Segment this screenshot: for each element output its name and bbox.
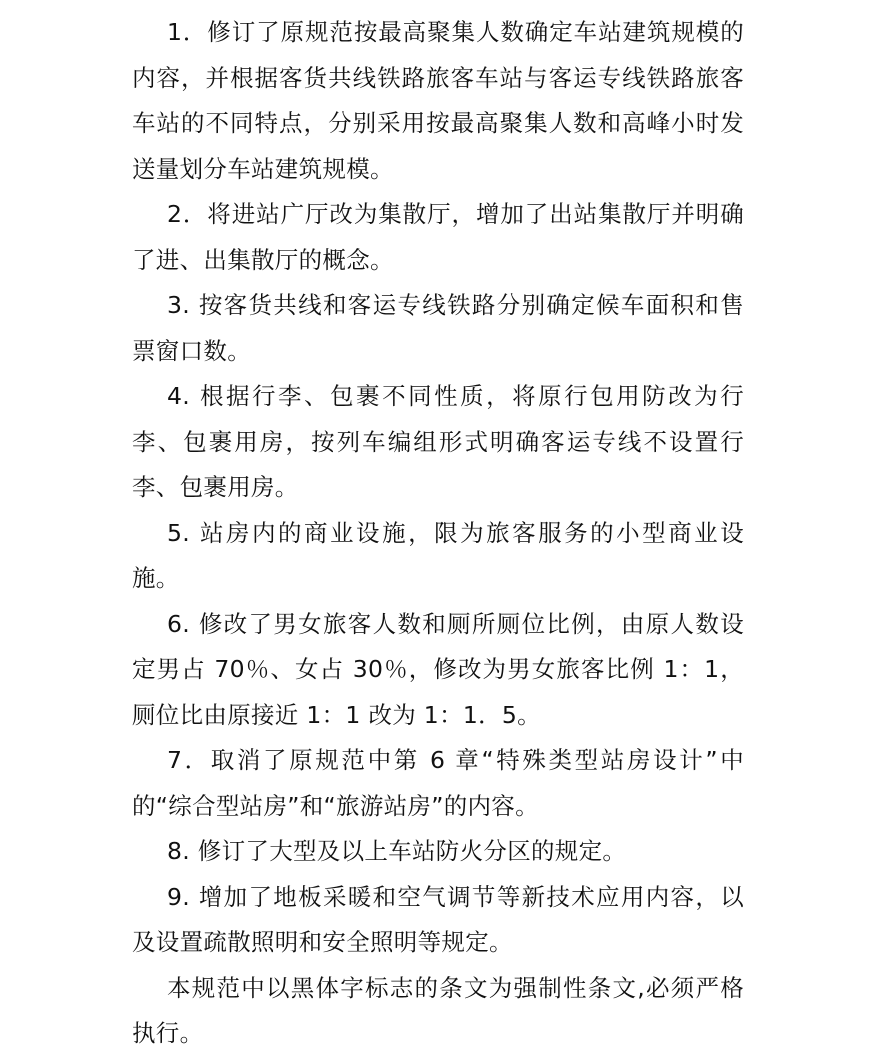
paragraph-item-4: 4. 根据行李、包裹不同性质，将原行包用防改为行李、包裹用房，按列车编组形式明确客运专线不设置行李、包裹用房。 (132, 382, 744, 501)
paragraph-item-1: 1．修订了原规范按最高聚集人数确定车站建筑规模的内容，并根据客货共线铁路旅客车站与客运专线铁路旅客车站的不同特点，分别采用按最高聚集人数和高峰小时发送量划分车站建筑规模。 (132, 18, 744, 183)
document-body (132, 10, 744, 1057)
paragraph-item-9: 9. 增加了地板采暖和空气调节等新技术应用内容，以及设置疏散照明和安全照明等规定。 (132, 882, 744, 956)
mandatory-clause-note: 本规范中以黑体字标志的条文为强制性条文,必须严格执行。 (132, 973, 744, 1047)
paragraph-item-6: 6. 修改了男女旅客人数和厕所厕位比例，由原人数设定男占 70％、女占 30％，修改为男女旅客比例 1：1，厕位比由原接近 1：1 改为 1：1．5。 (132, 609, 744, 729)
paragraph-item-5: 5. 站房内的商业设施，限为旅客服务的小型商业设施。 (132, 518, 744, 592)
paragraph-item-8: 8. 修订了大型及以上车站防火分区的规定。 (167, 837, 627, 865)
paragraph-item-3: 3. 按客货共线和客运专线铁路分别确定候车面积和售票窗口数。 (132, 291, 744, 365)
paragraph-item-2: 2．将进站广厅改为集散厅，增加了出站集散厅并明确了进、出集散厅的概念。 (132, 200, 744, 274)
paragraph-item-7: 7．取消了原规范中第 6 章“特殊类型站房设计”中的“综合型站房”和“旅游站房”的内容。 (132, 746, 744, 820)
